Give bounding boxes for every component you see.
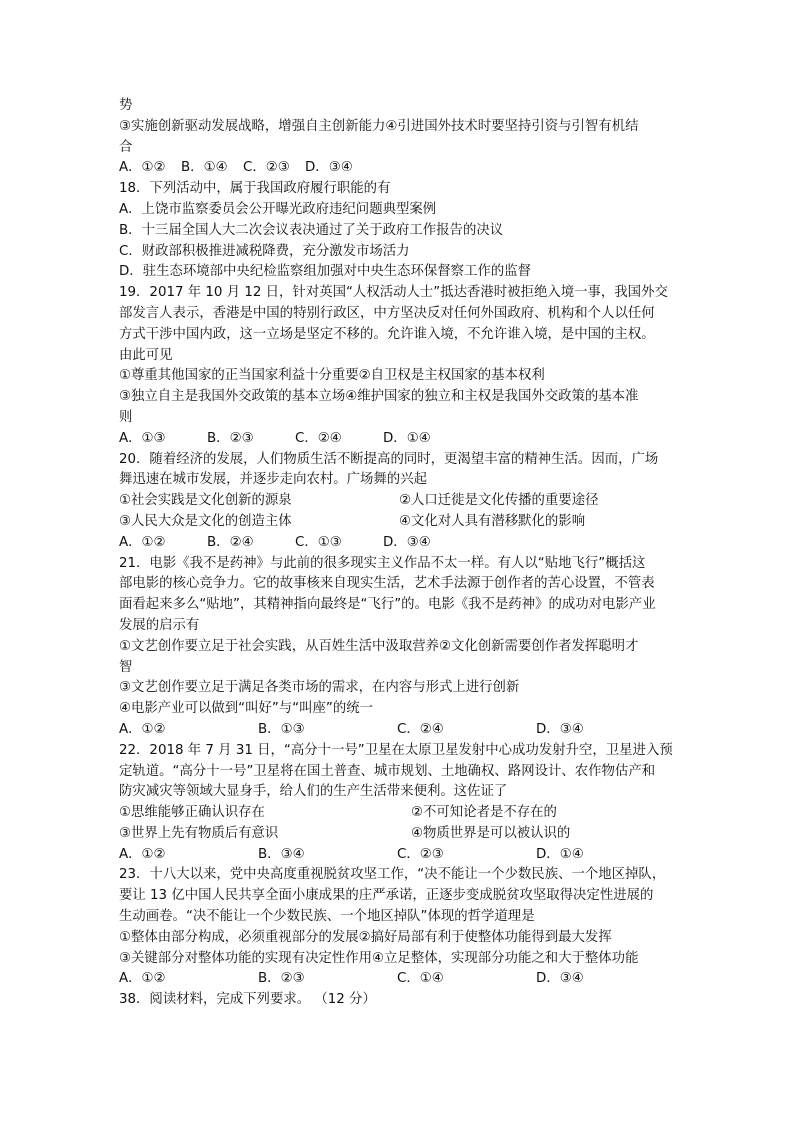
q21-statements: ①文艺创作要立足于社会实践，从百姓生活中汲取营养②文化创新需要创作者发挥聪明才 <box>119 638 639 654</box>
q18-option-d[interactable]: D．驻生态环境部中央纪检监察组加强对中央生态环保督察工作的监督 <box>119 264 532 280</box>
statement-2: ②不可知论者是不存在的 <box>411 805 557 821</box>
text-line: 势 <box>119 98 133 113</box>
question-19-stem: 由此可见 <box>119 347 173 363</box>
question-23-stem: 23．十八大以来，党中央高度重视脱贫攻坚工作，“决不能让一个少数民族、一个地区掉队， <box>119 867 666 883</box>
question-20-stem: 舞迅速在城市发展，并逐步走向农村。广场舞的兴起 <box>119 472 427 488</box>
option-b[interactable]: B．②③ <box>207 430 254 446</box>
q23-statements: ③关键部分对整体功能的实现有决定性作用④立足整体，实现部分功能之和大于整体功能 <box>119 950 639 966</box>
statement-1: ①思维能够正确认识存在 <box>119 805 265 821</box>
q19-statements: 则 <box>119 409 133 425</box>
option-c[interactable]: C．②④ <box>295 430 342 446</box>
option-d[interactable]: D．③④ <box>383 534 431 550</box>
option-a[interactable]: A．①② <box>119 160 166 176</box>
statement-4: ④物质世界是可以被认识的 <box>411 825 571 841</box>
option-a[interactable]: A．①② <box>119 534 166 550</box>
question-21-stem: 发展的启示有 <box>119 617 200 633</box>
question-38-stem: 38．阅读材料，完成下列要求。 （12 分） <box>119 992 376 1008</box>
option-b[interactable]: B．②④ <box>207 534 254 550</box>
option-b[interactable]: B．②③ <box>258 971 305 987</box>
q22-options <box>119 845 679 866</box>
option-a[interactable]: A．①② <box>119 846 166 862</box>
q22-statements <box>119 803 679 824</box>
q19-statements: ①尊重其他国家的正当国家利益十分重要②自卫权是主权国家的基本权利 <box>119 368 545 384</box>
q23-options <box>119 969 679 990</box>
q23-statements: ①整体由部分构成，必须重视部分的发展②搞好局部有利于使整体功能得到最大发挥 <box>119 929 612 945</box>
option-a[interactable]: A．①③ <box>119 430 166 446</box>
q19-options <box>119 429 679 450</box>
q21-options <box>119 720 679 741</box>
question-21-stem: 21．电影《我不是药神》与此前的很多现实主义作品不太一样。有人以“贴地飞行”概括这 <box>119 555 646 571</box>
text-line: 合 <box>119 139 133 155</box>
option-c[interactable]: C．①③ <box>295 534 342 550</box>
option-c[interactable]: C．②③ <box>243 160 290 176</box>
question-22-stem: 防灾减灾等领域大显身手，给人们的生产生活带来便利。这佐证了 <box>119 784 508 800</box>
q20-statements <box>119 491 679 512</box>
statement-line: ③实施创新驱动发展战略，增强自主创新能力④引进国外技术时要坚持引资与引智有机结 <box>119 118 639 134</box>
option-d[interactable]: D．①④ <box>383 430 431 446</box>
option-a[interactable]: A．①② <box>119 721 166 737</box>
q20-statements <box>119 512 679 533</box>
option-b[interactable]: B．①④ <box>181 160 228 176</box>
option-d[interactable]: D．③④ <box>536 971 584 987</box>
question-22-stem: 22．2018 年 7 月 31 日，“高分十一号”卫星在太原卫星发射中心成功发射升空，卫星进入预 <box>119 742 673 758</box>
option-b[interactable]: B．③④ <box>258 846 305 862</box>
question-21-stem: 部电影的核心竞争力。它的故事核来自现实生活，艺术手法源于创作者的苦心设置，不管表 <box>119 576 655 592</box>
q20-options <box>119 533 679 554</box>
option-d[interactable]: D．③④ <box>305 160 353 176</box>
option-b[interactable]: B．①③ <box>258 721 305 737</box>
option-d[interactable]: D．①④ <box>536 846 584 862</box>
question-23-stem: 生动画卷。“决不能让一个少数民族、一个地区掉队”体现的哲学道理是 <box>119 909 535 925</box>
statement-2: ②人口迁徙是文化传播的重要途径 <box>399 493 599 509</box>
option-c[interactable]: C．②③ <box>397 846 444 862</box>
question-23-stem: 要让 13 亿中国人民共享全面小康成果的庄严承诺，正逐步变成脱贫攻坚取得决定性进展的 <box>119 888 654 904</box>
question-20-stem: 20．随着经济的发展，人们物质生活不断提高的同时，更渴望丰富的精神生活。因而，广场 <box>119 451 659 467</box>
q18-option-b[interactable]: B．十三届全国人大二次会议表决通过了关于政府工作报告的决议 <box>119 222 504 238</box>
q21-statements: 智 <box>119 659 133 675</box>
question-19-stem: 部发言人表示，香港是中国的特别行政区，中方坚决反对任何外国政府、机构和个人以任何 <box>119 305 655 321</box>
q18-option-a[interactable]: A．上饶市监察委员会公开曝光政府违纪问题典型案例 <box>119 201 437 217</box>
option-a[interactable]: A．①② <box>119 971 166 987</box>
q21-statements: ④电影产业可以做到“叫好”与“叫座”的统一 <box>119 701 374 717</box>
q19-statements: ③独立自主是我国外交政策的基本立场④维护国家的独立和主权是我国外交政策的基本准 <box>119 389 639 405</box>
statement-3: ③人民大众是文化的创造主体 <box>119 513 292 529</box>
statement-3: ③世界上先有物质后有意识 <box>119 825 279 841</box>
option-c[interactable]: C．①④ <box>397 971 444 987</box>
question-21-stem: 面看起来多么“贴地”，其精神指向最终是“飞行”的。电影《我不是药神》的成功对电影产业 <box>119 597 656 613</box>
q22-statements <box>119 824 679 845</box>
option-c[interactable]: C．②④ <box>397 721 444 737</box>
exam-page <box>119 96 679 1011</box>
statement-1: ①社会实践是文化创新的源泉 <box>119 493 292 509</box>
question-19-stem: 方式干涉中国内政，这一立场是坚定不移的。允许谁入境，不允许谁入境，是中国的主权。 <box>119 326 655 342</box>
q21-statements: ③文艺创作要立足于满足各类市场的需求，在内容与形式上进行创新 <box>119 680 520 696</box>
statement-4: ④文化对人具有潜移默化的影响 <box>399 513 586 529</box>
q18-option-c[interactable]: C．财政部积极推进减税降费，充分激发市场活力 <box>119 243 410 259</box>
option-d[interactable]: D．③④ <box>536 721 584 737</box>
question-22-stem: 定轨道。“高分十一号”卫星将在国土普查、城市规划、土地确权、路网设计、农作物估产和 <box>119 763 656 779</box>
q17-options <box>119 158 679 179</box>
question-18-stem: 18．下列活动中，属于我国政府履行职能的有 <box>119 181 391 197</box>
question-19-stem: 19．2017 年 10 月 12 日，针对英国“人权活动人士”抵达香港时被拒绝入境一事，我国外交 <box>119 285 668 301</box>
